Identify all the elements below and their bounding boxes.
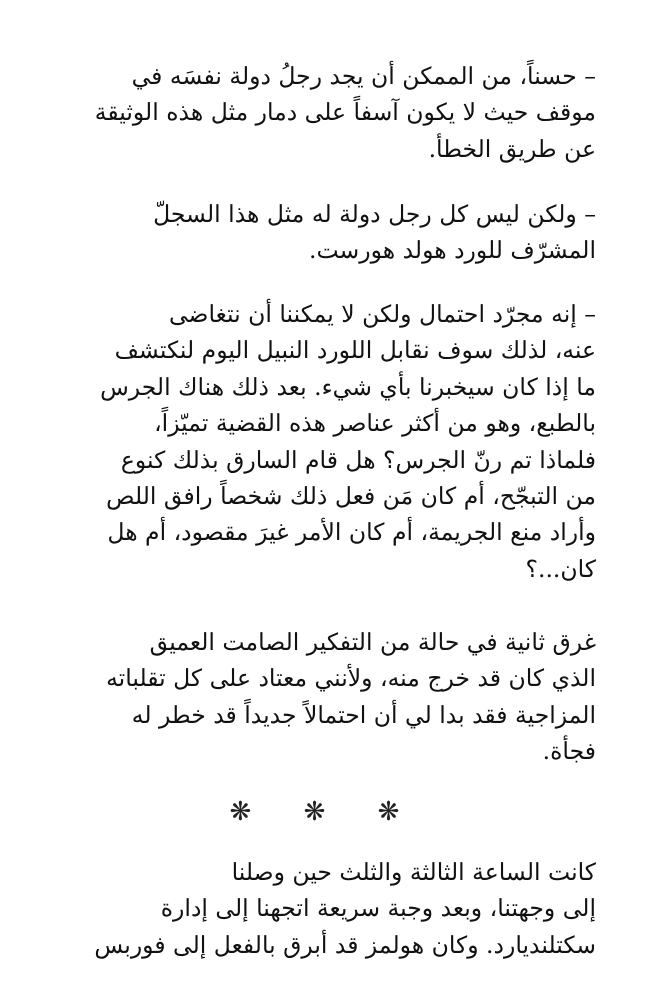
paragraph-3 (68, 296, 596, 587)
text-line: ما إذا كان سيخبرنا بأي شيء. بعد ذلك هناك الجرس (100, 372, 596, 401)
text-line: المشرّف للورد هولد هورست. (308, 236, 596, 265)
text-line: فجأة. (542, 737, 596, 766)
text-line: كانت الساعة الثالثة والثلث حين وصلنا (231, 858, 596, 886)
text-line: الذي كان قد خرج منه، ولأنني معتاد على كل تقلباته (106, 664, 596, 693)
text-line: – إنه مجرّد احتمال ولكن لا يمكننا أن نتغاضى (168, 300, 596, 328)
paragraph-4 (68, 624, 596, 770)
section-separator: ❋ ❋ ❋ (229, 797, 422, 827)
paragraph-1 (68, 58, 596, 167)
text-line: – حسناً، من الممكن أن يجد رجلُ دولة نفسَه في (131, 62, 596, 90)
text-line: سكتلنديارد. وكان هولمز قد أبرق بالفعل إلى فوربس (94, 930, 596, 959)
text-line: من التبجّح، أم كان مَن فعل ذلك شخصاً رافق اللص (106, 482, 596, 511)
paragraph-2 (68, 196, 596, 269)
text-line: عنه، لذلك سوف نقابل اللورد النبيل اليوم لنكتشف (114, 336, 596, 365)
paragraph-5 (68, 854, 596, 963)
text-line: إلى وجهتنا، وبعد وجبة سريعة اتجهنا إلى إدارة (160, 894, 596, 923)
text-line: المزاجية فقد بدا لي أن احتمالاً جديداً قد خطر له (131, 700, 596, 729)
text-line: وأراد منع الجريمة، أم كان الأمر غيرَ مقصود، أم هل (107, 518, 596, 547)
text-line: غرق ثانية في حالة من التفكير الصامت العميق (149, 628, 596, 656)
text-line: موقف حيث لا يكون آسفاً على دمار مثل هذه الوثيقة (94, 98, 596, 127)
text-line: عن طريق الخطأ. (428, 134, 596, 163)
text-line: فلماذا تم رنّ الجرس؟ هل قام السارق بذلك كنوع (120, 445, 596, 474)
text-line: كان...؟ (525, 554, 596, 583)
text-line: – ولكن ليس كل رجل دولة له مثل هذا السجلّ (153, 200, 596, 228)
text-line: بالطبع، وهو من أكثر عناصر هذه القضية تميّزاً، (154, 409, 596, 438)
